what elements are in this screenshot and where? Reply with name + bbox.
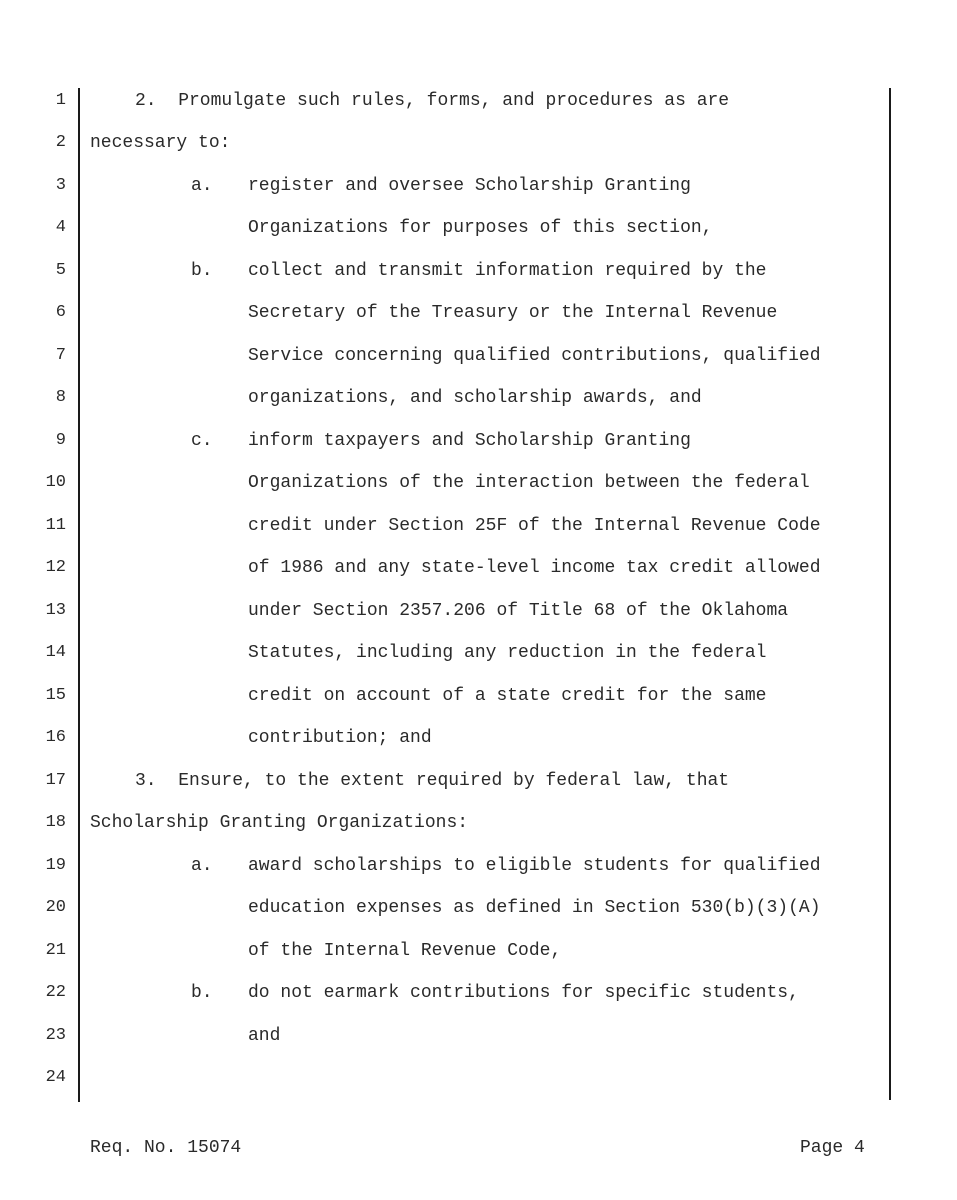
line-number-6: 6 <box>55 303 66 322</box>
line-text-23: and <box>248 1026 281 1046</box>
line-number-7: 7 <box>55 346 66 365</box>
page-number: Page 4 <box>800 1138 865 1158</box>
line-number-9: 9 <box>55 431 66 450</box>
line-text-10: Organizations of the interaction between the federal <box>248 473 810 493</box>
line-text-11: credit under Section 25F of the Internal Revenue Code <box>248 516 821 536</box>
line-number-20: 20 <box>45 898 66 917</box>
line-number-2: 2 <box>55 133 66 152</box>
line-number-1: 1 <box>55 91 66 110</box>
line-number-18: 18 <box>45 813 66 832</box>
list-marker-c: c. <box>191 431 213 451</box>
line-text-9: inform taxpayers and Scholarship Granting <box>248 431 691 451</box>
line-text-14: Statutes, including any reduction in the federal <box>248 643 767 663</box>
line-text-7: Service concerning qualified contributions, qualified <box>248 346 821 366</box>
line-number-4: 4 <box>55 218 66 237</box>
line-text-17: 3. Ensure, to the extent required by federal law, that <box>135 771 730 791</box>
line-text-5: collect and transmit information required by the <box>248 261 767 281</box>
line-number-24: 24 <box>45 1068 66 1087</box>
line-text-22: do not earmark contributions for specific students, <box>248 983 799 1003</box>
line-text-15: credit on account of a state credit for the same <box>248 686 767 706</box>
line-text-19: award scholarships to eligible students for qualified <box>248 856 821 876</box>
list-marker-a: a. <box>191 856 213 876</box>
request-number: Req. No. 15074 <box>90 1138 242 1158</box>
line-number-19: 19 <box>45 856 66 875</box>
line-number-22: 22 <box>45 983 66 1002</box>
line-text-13: under Section 2357.206 of Title 68 of the Oklahoma <box>248 601 789 621</box>
right-margin-rule <box>889 88 891 1100</box>
line-text-16: contribution; and <box>248 728 432 748</box>
line-text-3: register and oversee Scholarship Granting <box>248 176 691 196</box>
left-margin-rule <box>78 88 80 1102</box>
line-number-15: 15 <box>45 686 66 705</box>
line-number-12: 12 <box>45 558 66 577</box>
line-number-13: 13 <box>45 601 66 620</box>
line-number-23: 23 <box>45 1026 66 1045</box>
line-text-8: organizations, and scholarship awards, and <box>248 388 702 408</box>
line-text-20: education expenses as defined in Section 530(b)(3)(A) <box>248 898 821 918</box>
line-text-12: of 1986 and any state-level income tax credit allowed <box>248 558 821 578</box>
line-number-14: 14 <box>45 643 66 662</box>
line-text-1: 2. Promulgate such rules, forms, and procedures as are <box>135 91 730 111</box>
list-marker-b: b. <box>191 261 213 281</box>
line-number-3: 3 <box>55 176 66 195</box>
line-number-11: 11 <box>45 516 66 535</box>
line-text-18: Scholarship Granting Organizations: <box>90 813 469 833</box>
list-marker-a: a. <box>191 176 213 196</box>
list-marker-b: b. <box>191 983 213 1003</box>
line-number-17: 17 <box>45 771 66 790</box>
line-number-16: 16 <box>45 728 66 747</box>
line-text-2: necessary to: <box>90 133 231 153</box>
line-text-21: of the Internal Revenue Code, <box>248 941 562 961</box>
line-number-10: 10 <box>45 473 66 492</box>
line-number-5: 5 <box>55 261 66 280</box>
line-text-4: Organizations for purposes of this section, <box>248 218 713 238</box>
line-number-8: 8 <box>55 388 66 407</box>
line-number-21: 21 <box>45 941 66 960</box>
line-text-6: Secretary of the Treasury or the Internal Revenue <box>248 303 778 323</box>
